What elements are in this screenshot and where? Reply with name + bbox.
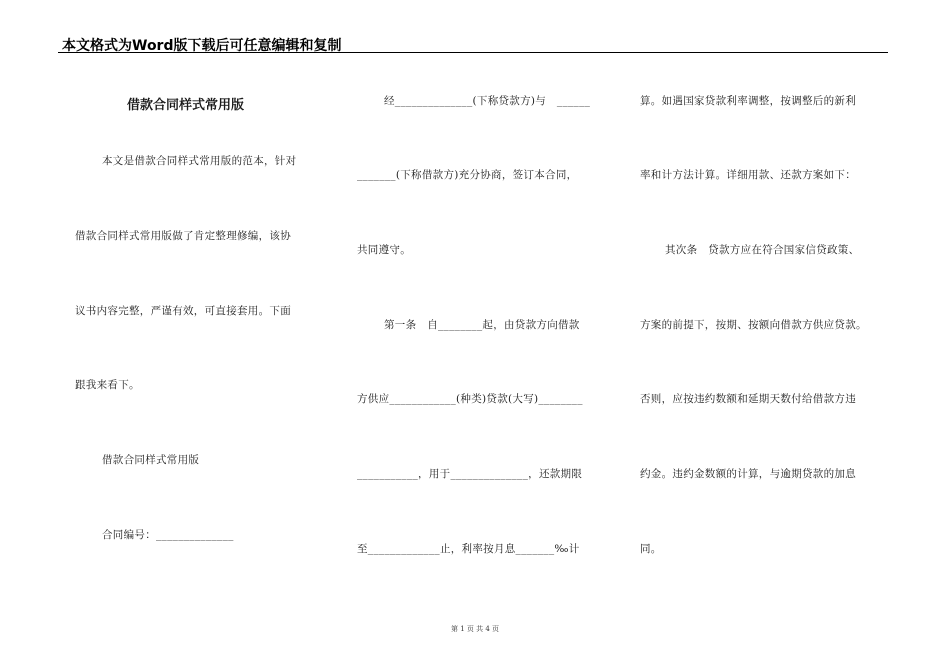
header-divider (58, 52, 888, 53)
paragraph-line: 跟我来看下。 (75, 379, 140, 391)
paragraph-line: 约金。违约金数额的计算，与逾期贷款的加息 (640, 468, 856, 480)
document-title: 借款合同样式常用版 (127, 98, 245, 113)
paragraph-line: ___________，用于______________，还款期限 (357, 468, 583, 480)
paragraph-line: 借款合同样式常用版做了肯定整理修编，该协 (75, 230, 291, 242)
document-header-title: 本文格式为Word版下载后可任意编辑和复制 (62, 38, 342, 54)
paragraph-line: 经______________(下称贷款方)与 ______ (384, 95, 591, 107)
paragraph-line: 共同遵守。 (357, 244, 411, 256)
page-number: 第 1 页 共 4 页 (450, 625, 500, 633)
clause-line: 其次条 贷款方应在符合国家信贷政策、 (665, 244, 860, 256)
paragraph-line: 方案的前提下，按期、按额向借款方供应贷款。 (640, 319, 867, 331)
paragraph-line: 本文是借款合同样式常用版的范本，针对 (102, 155, 297, 167)
paragraph-line: 率和计方法计算。详细用款、还款方案如下： (640, 169, 856, 181)
paragraph-line: 议书内容完整，严谨有效，可直接套用。下面 (75, 305, 291, 317)
paragraph-line: 方供应____________(种类)贷款(大写)________ (357, 393, 583, 405)
paragraph-line: _______(下称借款方)充分协商，签订本合同， (357, 169, 578, 181)
paragraph-line: 至_____________止，利率按月息_______‰计 (357, 543, 580, 555)
contract-number-line: 合同编号：______________ (102, 529, 234, 541)
section-heading: 借款合同样式常用版 (102, 454, 200, 466)
paragraph-line: 否则，应按违约数额和延期天数付给借款方违 (640, 393, 856, 405)
clause-line: 第一条 自________起，由贷款方向借款 (384, 319, 580, 331)
paragraph-line: 算。如遇国家贷款利率调整，按调整后的新利 (640, 95, 856, 107)
paragraph-line: 同。 (640, 543, 662, 555)
